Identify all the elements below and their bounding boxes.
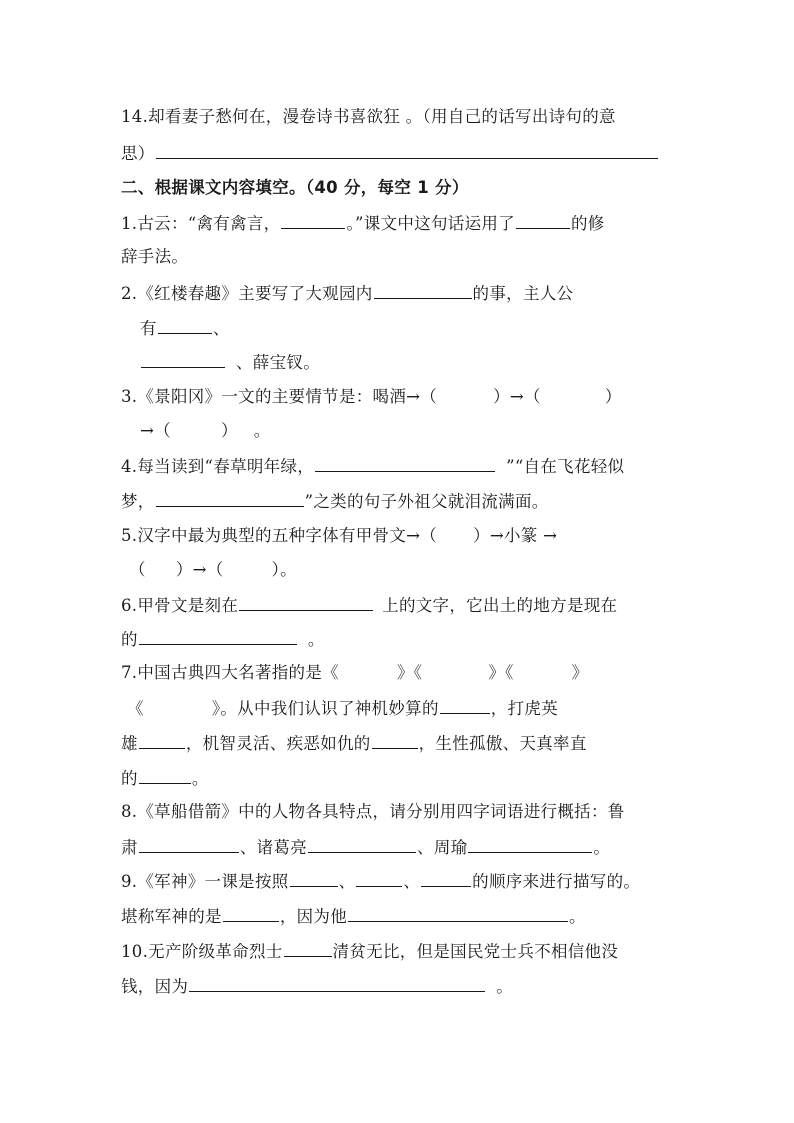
- q4-text-c: 梦，: [121, 492, 155, 511]
- q2-blank-1[interactable]: [374, 282, 472, 299]
- q6-text-a: 6.甲骨文是刻在: [121, 596, 239, 615]
- q14-line2: [121, 142, 659, 165]
- q7-line2: [121, 697, 558, 720]
- q1-text-a: 1.古云：“禽有禽言，: [121, 214, 281, 233]
- q2-text-a: 2.《红楼春趣》主要写了大观园内: [121, 284, 373, 303]
- q4-blank-1[interactable]: [315, 455, 495, 472]
- q4-text-b: ”“自在飞花轻似: [506, 457, 625, 476]
- q10-line2: [121, 975, 513, 998]
- q9-text-d: 的顺序来进行描写的。: [472, 872, 641, 891]
- q2-blank-3[interactable]: [141, 351, 225, 368]
- q5-text-a: 5.汉字中最为典型的五种字体有甲骨文→（: [121, 526, 438, 545]
- q8-line1: 8.《草船借箭》中的人物各具特点，请分别用四字词语进行概括：鲁: [121, 802, 625, 821]
- q7-text-e: 《: [127, 699, 144, 718]
- section-2-title: 二、根据课文内容填空。（40 分，每空 1 分）: [121, 178, 469, 197]
- q2-line1: [121, 282, 573, 305]
- q1-text-c: 的修: [570, 214, 605, 233]
- q6-text-c: 的: [121, 630, 138, 649]
- q7-text-c: 》《: [488, 663, 514, 682]
- q6-blank-1[interactable]: [239, 594, 373, 611]
- q7-text-b: 》《: [396, 663, 423, 682]
- q7-text-a: 7.中国古典四大名著指的是《: [121, 663, 339, 682]
- q5-text-d: ）→（: [175, 560, 224, 579]
- q7-line3: [121, 732, 587, 755]
- q3-text-c: ）: [604, 387, 622, 406]
- q5-text-c: （: [129, 560, 146, 579]
- q1-blank-1[interactable]: [281, 212, 345, 229]
- q10-text-a: 10.无产阶级革命烈士: [121, 942, 283, 961]
- q5-text-e: ）。: [271, 560, 297, 579]
- q10-text-d: 。: [496, 977, 514, 996]
- q10-text-c: 钱，因为: [121, 977, 189, 996]
- q7-blank-3[interactable]: [372, 732, 418, 749]
- q3-text-a: 3.《景阳冈》一文的主要情节是：喝酒→（: [121, 387, 438, 406]
- q2-blank-2[interactable]: [158, 317, 212, 334]
- q2-text-d: 、: [212, 319, 230, 338]
- q7-blank-4[interactable]: [139, 767, 191, 784]
- q9-blank-2[interactable]: [356, 870, 402, 887]
- q5-line1: [121, 525, 557, 547]
- q4-line2: [121, 490, 549, 513]
- q14-text: 14.却看妻子愁何在，漫卷诗书喜欲狂 。（用自己的话写出诗句的意: [121, 107, 616, 126]
- q14-line1: [121, 106, 616, 128]
- q9-text-a: 9.《军神》一课是按照: [121, 872, 289, 891]
- q9-line2: [121, 905, 586, 928]
- q4-blank-2[interactable]: [156, 490, 304, 507]
- q4-text-d: ”之类的句子外祖父就泪流满面。: [304, 492, 549, 511]
- q6-line1: [121, 594, 617, 617]
- q3-text-f: 。: [253, 421, 271, 440]
- q8-text-c: 、诸葛亮: [239, 838, 308, 857]
- q9-text-c: 、: [403, 872, 421, 891]
- q4-text-a: 4.每当读到“春草明年绿，: [121, 457, 315, 476]
- q2-line3: [140, 351, 320, 374]
- q5-text-b: ）→小篆 →: [473, 526, 558, 545]
- q7-text-g: ，打虎英: [490, 699, 558, 718]
- q1-line1: [121, 212, 605, 235]
- q10-text-b: 清贫无比，但是国民党士兵不相信他没: [332, 942, 619, 961]
- q2-text-b: 的事，主人公: [472, 284, 574, 303]
- q7-line4: [121, 767, 209, 790]
- q6-line2: [121, 628, 325, 651]
- q7-text-h: 雄: [121, 734, 138, 753]
- q9-blank-1[interactable]: [290, 870, 338, 887]
- q9-blank-5[interactable]: [348, 905, 568, 922]
- q1-text-b: 。”课文中这句话运用了: [346, 214, 515, 233]
- q14-prefix: 思）: [121, 144, 155, 163]
- q2-line2: [140, 317, 230, 340]
- q3-text-d: →（: [140, 421, 171, 440]
- q9-text-e: 堪称军神的是: [121, 907, 222, 926]
- q10-blank-1[interactable]: [284, 940, 332, 957]
- q9-blank-3[interactable]: [421, 870, 471, 887]
- q3-text-e: ）: [220, 421, 238, 440]
- q10-blank-2[interactable]: [189, 975, 485, 992]
- q8-blank-zhouyu[interactable]: [468, 836, 592, 853]
- q7-blank-2[interactable]: [139, 732, 185, 749]
- q4-line1: [121, 455, 624, 478]
- q8-line2: [121, 836, 610, 859]
- q5-line2: [121, 559, 297, 581]
- q2-text-c: 有: [140, 319, 157, 338]
- q9-text-b: 、: [338, 872, 356, 891]
- q1-line2: 辞手法。: [121, 247, 189, 266]
- q9-text-g: 。: [569, 907, 586, 926]
- q8-text-b: 肃: [121, 838, 138, 857]
- q7-text-d: 》: [571, 663, 589, 682]
- q3-text-b: ）→（: [493, 387, 541, 406]
- q7-text-k: 的: [121, 769, 138, 788]
- q7-blank-1[interactable]: [440, 697, 490, 714]
- q8-blank-zhugeliang[interactable]: [308, 836, 416, 853]
- q14-answer-blank[interactable]: [156, 142, 658, 159]
- q9-text-f: ，因为他: [279, 907, 348, 926]
- q9-blank-4[interactable]: [223, 905, 279, 922]
- q7-text-f: 》。从中我们认识了神机妙算的: [211, 699, 439, 718]
- q3-line1: [121, 386, 622, 408]
- q7-text-i: ，机智灵活、疾恶如仇的: [185, 734, 371, 753]
- q6-text-b: 上的文字，它出土的地方是现在: [382, 596, 618, 615]
- q6-blank-2[interactable]: [139, 628, 297, 645]
- q3-line2: [140, 420, 271, 442]
- q8-blank-lusu[interactable]: [139, 836, 239, 853]
- q9-line1: [121, 870, 640, 893]
- q10-line1: [121, 940, 618, 963]
- q7-line1: [121, 662, 588, 684]
- q6-text-d: 。: [307, 630, 325, 649]
- q8-text-d: 、周瑜: [417, 838, 468, 857]
- q8-text-e: 。: [593, 838, 611, 857]
- q1-blank-2[interactable]: [516, 212, 570, 229]
- q7-text-j: ，生性孤傲、天真率直: [418, 734, 587, 753]
- q7-text-l: 。: [191, 769, 209, 788]
- q2-text-e: 、薛宝钗。: [236, 353, 320, 372]
